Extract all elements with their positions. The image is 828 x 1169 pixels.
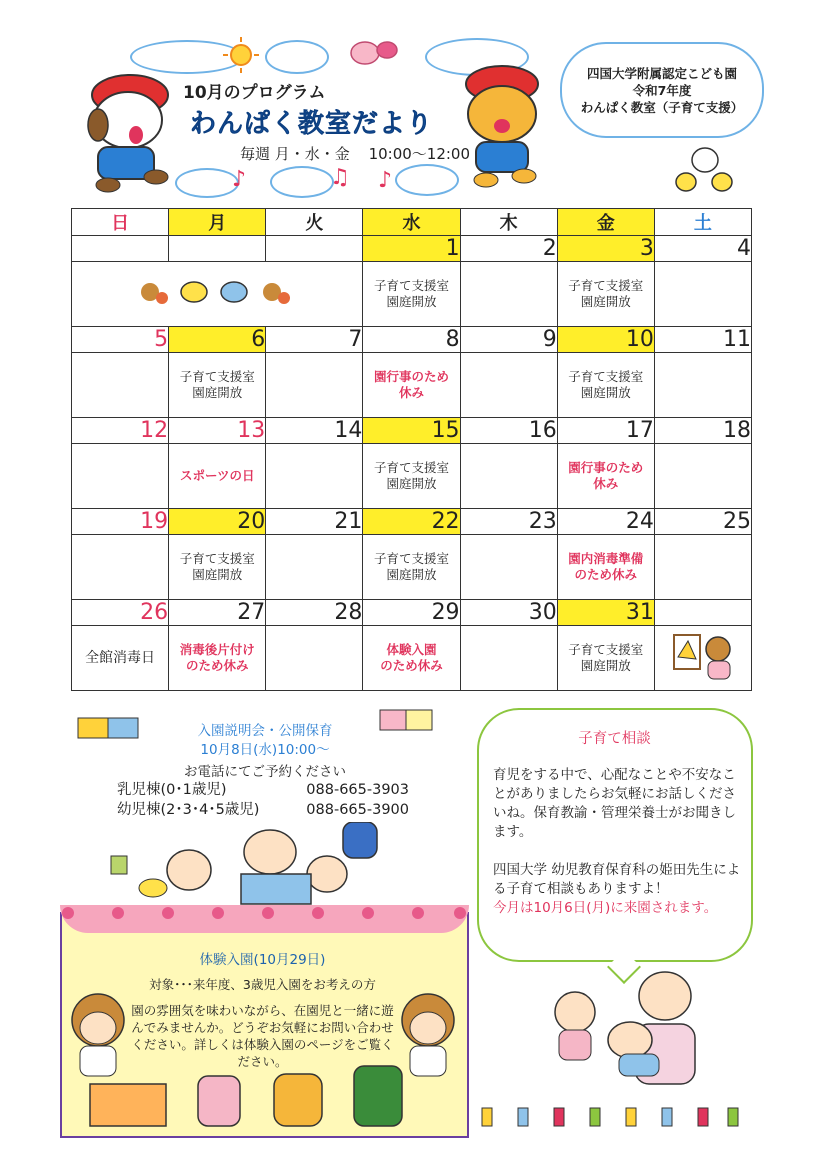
birds-and-leaves-icon [132,272,302,312]
bear-painting-icon [668,627,738,685]
day-number: 19 [72,509,169,535]
event-cell-closed: 消毒後片付け のため休み [169,626,266,691]
day-number: 22 [363,509,460,535]
event-cell [266,626,363,691]
day-number: 26 [72,600,169,626]
consult-paragraph: 四国大学 幼児教育保育科の姫田先生による子育て相談もありますよ！ [493,862,741,897]
music-note-icon: ♪ [232,167,247,192]
event-row [72,626,752,691]
event-cell [654,444,751,509]
phone-row [117,800,409,820]
day-number: 25 [654,509,751,535]
weekday-header-row [72,209,752,236]
event-cell-closed: 園内消毒準備 のため休み [557,535,654,600]
bird-icon [345,38,400,68]
event-row [72,353,752,418]
event-cell [460,535,557,600]
school-info-box [560,42,764,138]
event-cell [460,353,557,418]
day-number: 20 [169,509,266,535]
day-number: 13 [169,418,266,444]
day-number: 21 [266,509,363,535]
phone-label: 乳児棟(0･1歳児) [117,782,227,798]
cloud-decoration [265,40,329,74]
consult-text [493,766,741,937]
consult-paragraph: 育児をする中で、心配なことや不安なことがありましたらお気軽にお話しくださいね。保育教諭・管理栄養士がお聞きします。 [493,767,736,840]
toys-illustration [86,1062,446,1132]
info-title: 入園説明会・公開保育 [197,723,333,739]
day-number: 3 [557,236,654,262]
phone-number: 088-665-3903 [306,782,409,798]
event-cell [72,353,169,418]
event-cell: 子育て支援室 園庭開放 [363,262,460,327]
day-number: 14 [266,418,363,444]
date-row [72,418,752,444]
schedule-time: 10:00～12:00 [368,145,471,163]
consult-visit-date: 今月は10月6日(月)に来園されます。 [493,900,718,916]
event-cell: 子育て支援室 園庭開放 [169,353,266,418]
school-year: 令和7年度 [632,82,692,98]
event-cell-closed: 園行事のため 休み [363,353,460,418]
event-row [72,535,752,600]
day-number [72,236,169,262]
date-row [72,327,752,353]
event-cell [266,535,363,600]
children-reading-illustration [105,822,425,906]
event-cell-holiday: スポーツの日 [169,444,266,509]
music-note-icon: ♫ [330,165,350,190]
trial-target: 対象･･･来年度、3歳児入園をお考えの方 [149,977,376,992]
birds-decoration-cell [72,262,363,327]
event-cell: 子育て支援室 園庭開放 [557,262,654,327]
event-cell [460,444,557,509]
day-number [169,236,266,262]
phone-label: 幼児棟(2･3･4･5歳児) [117,802,260,818]
event-cell: 子育て支援室 園庭開放 [363,535,460,600]
program-name: わんぱく教室（子育て支援） [580,99,744,115]
event-cell: 子育て支援室 園庭開放 [169,535,266,600]
flower-garland-decoration [58,905,470,925]
day-number: 31 [557,600,654,626]
day-number: 8 [363,327,460,353]
day-number: 17 [557,418,654,444]
trial-body: 園の雰囲気を味わいながら、在園児と一緒に遊んでみませんか。どうぞお気軽にお問い合わせください。詳しくは体験入園のページをご覧ください。 [131,1003,394,1069]
date-row [72,509,752,535]
page-title: わんぱく教室だより [190,109,434,139]
day-number: 15 [363,418,460,444]
event-cell [654,353,751,418]
day-number: 30 [460,600,557,626]
event-cell [72,444,169,509]
event-cell: 子育て支援室 園庭開放 [363,444,460,509]
schedule-days: 毎週 月・水・金 [240,145,350,163]
dog-mascot-illustration [78,55,183,195]
program-subtitle: 10月のプログラム [183,83,326,103]
day-number [266,236,363,262]
event-cell [654,262,751,327]
chicks-illustration [670,142,740,197]
crayon-border-decoration [478,1102,748,1130]
sun-icon [222,36,260,74]
day-number [654,600,751,626]
phone-list [117,780,409,820]
event-cell: 子育て支援室 園庭開放 [557,353,654,418]
day-number: 18 [654,418,751,444]
weekday-mon: 月 [169,209,266,236]
event-cell [266,353,363,418]
event-row [72,444,752,509]
cloud-decoration [270,166,334,198]
day-number: 4 [654,236,751,262]
info-reserve: お電話にてご予約ください [184,764,346,780]
event-cell: 全館消毒日 [72,626,169,691]
event-cell-closed: 園行事のため 休み [557,444,654,509]
day-number: 6 [169,327,266,353]
calendar-table [71,208,752,691]
cloud-decoration [175,168,239,198]
event-cell-closed: 体験入園 のため休み [363,626,460,691]
caregiver-and-baby-illustration [545,968,715,1098]
day-number: 12 [72,418,169,444]
day-number: 27 [169,600,266,626]
trial-title: 体験入園(10月29日) [199,952,326,968]
weekday-wed: 水 [363,209,460,236]
event-row [72,262,752,327]
date-row [72,236,752,262]
day-number: 1 [363,236,460,262]
day-number: 24 [557,509,654,535]
music-note-icon: ♪ [378,168,393,193]
day-number: 2 [460,236,557,262]
weekday-fri: 金 [557,209,654,236]
phone-number: 088-665-3900 [306,802,409,818]
weekday-sat: 土 [654,209,751,236]
schedule-line [240,143,484,164]
cat-mascot-illustration [452,62,552,190]
weekday-thu: 木 [460,209,557,236]
consult-title: 子育て相談 [578,731,651,747]
day-number: 16 [460,418,557,444]
day-number: 29 [363,600,460,626]
day-number: 5 [72,327,169,353]
day-number: 9 [460,327,557,353]
bear-painting-cell [654,626,751,691]
event-cell: 子育て支援室 園庭開放 [557,626,654,691]
event-cell [266,444,363,509]
info-section [115,722,415,780]
day-number: 10 [557,327,654,353]
day-number: 28 [266,600,363,626]
day-number: 11 [654,327,751,353]
event-cell [654,535,751,600]
info-date: 10月8日(水)10:00～ [200,742,330,758]
weekday-sun: 日 [72,209,169,236]
school-name: 四国大学附属認定こども園 [586,65,737,81]
phone-row [117,780,409,800]
day-number: 23 [460,509,557,535]
date-row [72,600,752,626]
event-cell [72,535,169,600]
day-number: 7 [266,327,363,353]
cloud-decoration [395,164,459,196]
event-cell [460,262,557,327]
weekday-tue: 火 [266,209,363,236]
event-cell [460,626,557,691]
